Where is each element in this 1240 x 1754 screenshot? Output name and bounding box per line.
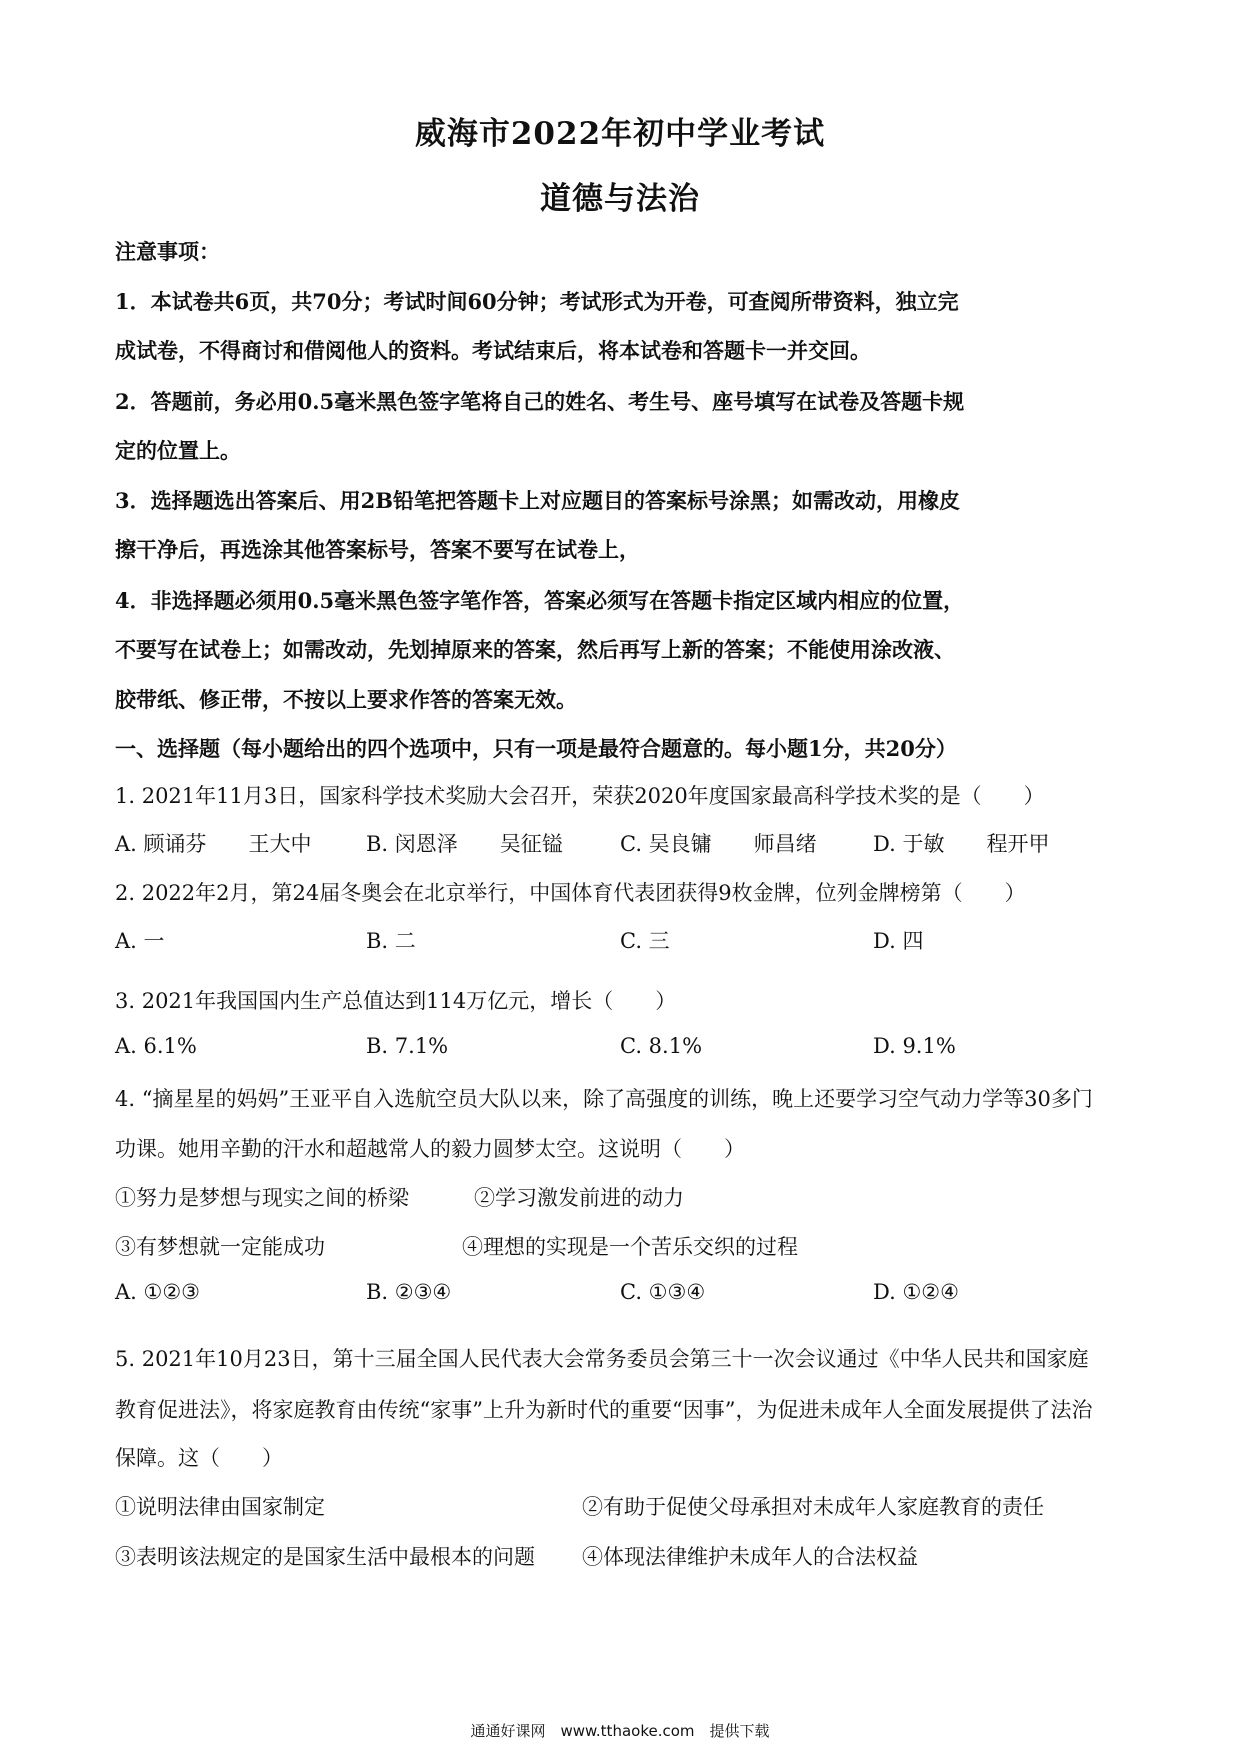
question-3-option-a: A. 6.1% xyxy=(115,1034,197,1058)
question-4-statement-3: ③有梦想就一定能成功 xyxy=(115,1235,325,1259)
question-5-stem-line-1: 5. 2021年10月23日，第十三届全国人民代表大会常务委员会第三十一次会议通过《中华人民共和国家庭 xyxy=(115,1347,1089,1371)
question-1-option-c: C. 吴良镛 师昌绪 xyxy=(620,832,817,856)
question-1-option-d: D. 于敏 程开甲 xyxy=(873,832,1050,856)
question-5-statement-2: ②有助于促使父母承担对未成年人家庭教育的责任 xyxy=(582,1495,1044,1519)
question-1-stem: 1. 2021年11月3日，国家科学技术奖励大会召开，荣获2020年度国家最高科学技术奖的是（ ） xyxy=(115,784,1045,808)
notice-item-2-line-1: 2．答题前，务必用0.5毫米黑色签字笔将自己的姓名、考生号、座号填写在试卷及答题卡规 xyxy=(115,389,965,414)
question-5-statement-4: ④体现法律维护未成年人的合法权益 xyxy=(582,1545,918,1569)
question-4-stem-line-1: 4. “摘星星的妈妈”王亚平自入选航空员大队以来，除了高强度的训练，晚上还要学习空气动力学等30多门 xyxy=(115,1087,1093,1111)
question-5-stem-line-2: 教育促进法》，将家庭教育由传统“家事”上升为新时代的重要“因事”，为促进未成年人全面发展提供了法治 xyxy=(115,1398,1093,1422)
notice-item-4-line-3: 胶带纸、修正带，不按以上要求作答的答案无效。 xyxy=(115,687,577,712)
question-4-statement-4: ④理想的实现是一个苦乐交织的过程 xyxy=(462,1235,798,1259)
notice-item-4-line-1: 4．非选择题必须用0.5毫米黑色签字笔作答，答案必须写在答题卡指定区域内相应的位置， xyxy=(115,588,965,613)
notice-item-4-line-2: 不要写在试卷上；如需改动，先划掉原来的答案，然后再写上新的答案；不能使用涂改液、 xyxy=(115,637,955,662)
question-3-option-d: D. 9.1% xyxy=(873,1034,956,1058)
question-1-option-a: A. 顾诵芬 王大中 xyxy=(115,832,312,856)
notice-item-1-line-1: 1．本试卷共6页，共70分；考试时间60分钟；考试形式为开卷，可查阅所带资料，独立完 xyxy=(115,289,959,314)
question-2-stem: 2. 2022年2月，第24届冬奥会在北京举行，中国体育代表团获得9枚金牌，位列金牌榜第（ ） xyxy=(115,881,1026,905)
notice-item-3-line-1: 3．选择题选出答案后、用2B铅笔把答题卡上对应题目的答案标号涂黑；如需改动，用橡皮 xyxy=(115,488,960,513)
question-2-option-d: D. 四 xyxy=(873,929,924,953)
notice-heading: 注意事项： xyxy=(115,239,220,264)
question-4-option-c: C. ①③④ xyxy=(620,1280,706,1304)
notice-item-1-line-2: 成试卷，不得商讨和借阅他人的资料。考试结束后，将本试卷和答题卡一并交回。 xyxy=(115,338,871,363)
question-2-option-a: A. 一 xyxy=(115,929,165,953)
notice-item-3-line-2: 擦干净后，再选涂其他答案标号，答案不要写在试卷上， xyxy=(115,537,640,562)
exam-title: 威海市2022年初中学业考试 xyxy=(414,116,826,152)
footer-download-note[interactable]: 通通好课网 www.tthaoke.com 提供下载 xyxy=(470,1722,770,1740)
question-3-stem: 3. 2021年我国国内生产总值达到114万亿元，增长（ ） xyxy=(115,989,677,1013)
question-5-stem-line-3: 保障。这（ ） xyxy=(115,1446,283,1470)
question-5-statement-3: ③表明该法规定的是国家生活中最根本的问题 xyxy=(115,1545,535,1569)
question-3-option-b: B. 7.1% xyxy=(366,1034,449,1058)
exam-subject: 道德与法治 xyxy=(540,181,700,217)
question-5-statement-1: ①说明法律由国家制定 xyxy=(115,1495,325,1519)
question-2-option-c: C. 三 xyxy=(620,929,670,953)
section-heading: 一、选择题（每小题给出的四个选项中，只有一项是最符合题意的。每小题1分，共20分） xyxy=(115,736,957,761)
question-4-stem-line-2: 功课。她用辛勤的汗水和超越常人的毅力圆梦太空。这说明（ ） xyxy=(115,1137,745,1161)
question-1-option-b: B. 闵恩泽 吴征镒 xyxy=(366,832,563,856)
question-4-option-b: B. ②③④ xyxy=(366,1280,452,1304)
question-2-option-b: B. 二 xyxy=(366,929,416,953)
notice-item-2-line-2: 定的位置上。 xyxy=(115,438,241,463)
question-4-option-a: A. ①②③ xyxy=(115,1280,200,1304)
question-4-statement-2: ②学习激发前进的动力 xyxy=(474,1186,684,1210)
question-3-option-c: C. 8.1% xyxy=(620,1034,703,1058)
question-4-statement-1: ①努力是梦想与现实之间的桥梁 xyxy=(115,1186,409,1210)
question-4-option-d: D. ①②④ xyxy=(873,1280,959,1304)
